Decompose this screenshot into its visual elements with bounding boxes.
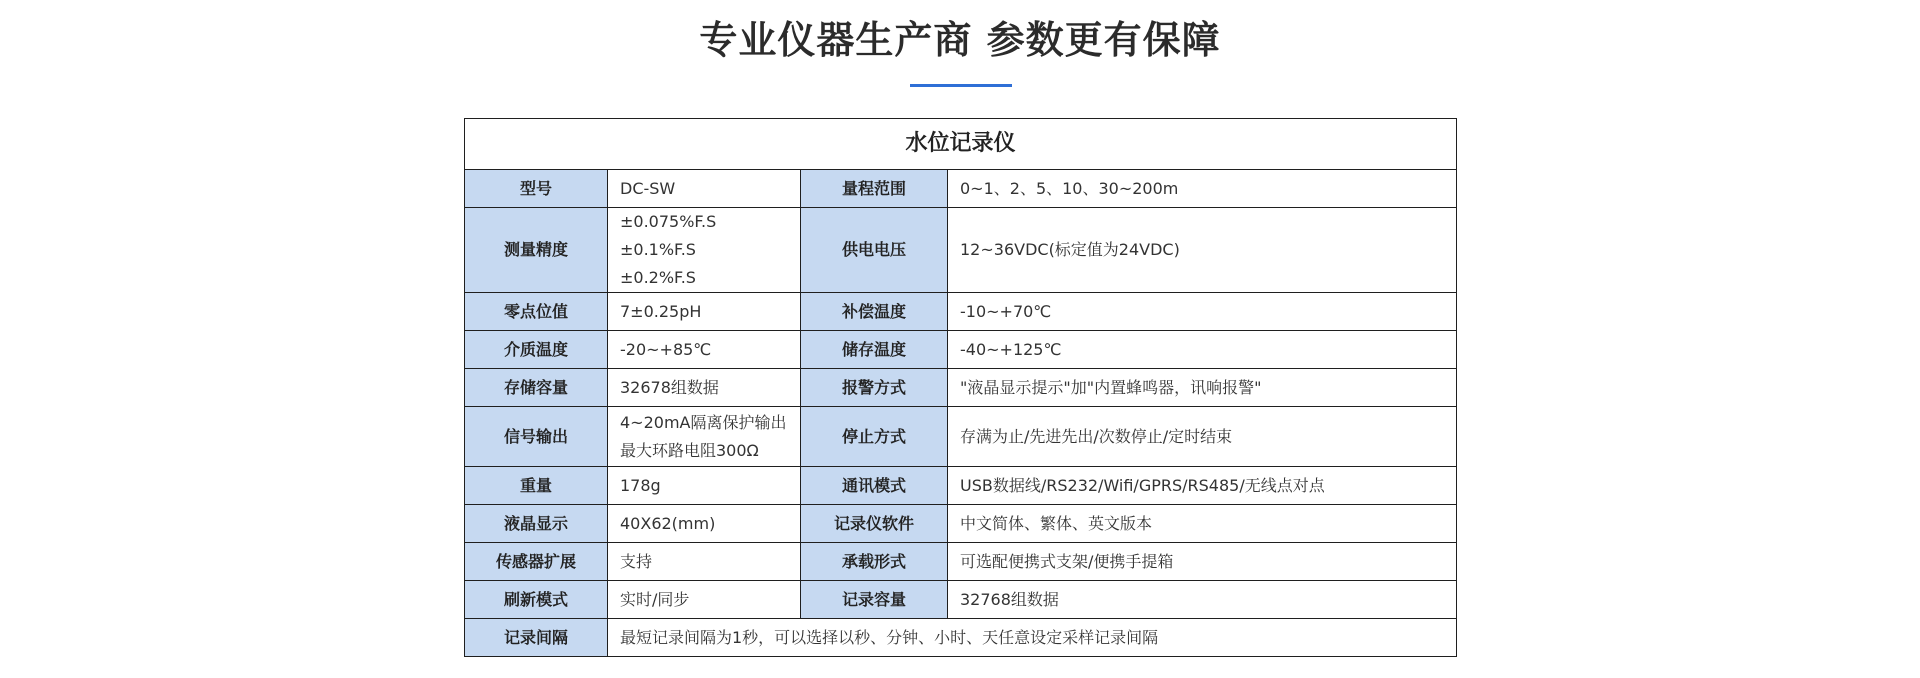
spec-value [608, 208, 801, 293]
table-row [465, 505, 1457, 543]
spec-value-line: 存满为止/先进先出/次数停止/定时结束 [960, 426, 1233, 446]
table-row [465, 543, 1457, 581]
spec-value [608, 170, 801, 208]
spec-value-line: 实时/同步 [620, 589, 690, 609]
spec-value [608, 505, 801, 543]
spec-value-line: 最大环路电阻300Ω [620, 440, 759, 460]
spec-label: 储存温度 [801, 331, 948, 369]
spec-value-line: 12~36VDC(标定值为24VDC) [960, 240, 1180, 259]
spec-value [948, 369, 1457, 407]
spec-value-line: 32678组数据 [620, 377, 719, 397]
spec-value-line: ±0.2%F.S [620, 268, 696, 287]
spec-label: 量程范围 [801, 170, 948, 208]
spec-value [948, 543, 1457, 581]
spec-value [608, 369, 801, 407]
table-row [465, 208, 1457, 293]
spec-label: 记录间隔 [465, 619, 608, 657]
spec-label: 通讯模式 [801, 467, 948, 505]
page-heading: 专业仪器生产商 参数更有保障 [699, 18, 1221, 62]
spec-label: 零点位值 [465, 293, 608, 331]
spec-value-line: -40~+125℃ [960, 339, 1062, 359]
spec-value-line: ±0.075%F.S ±0.1%F.S [620, 212, 717, 259]
table-row [465, 407, 1457, 467]
spec-value-line: 4~20mA隔离保护输出 [620, 412, 787, 432]
spec-value-line: 中文简体、繁体、英文版本 [960, 513, 1153, 533]
spec-value: 最短记录间隔为1秒，可以选择以秒、分钟、小时、天任意设定采样记录间隔 [608, 619, 1457, 657]
spec-value [948, 331, 1457, 369]
spec-label: 承载形式 [801, 543, 948, 581]
table-row [465, 467, 1457, 505]
table-row [465, 369, 1457, 407]
table-row [465, 293, 1457, 331]
spec-value [948, 170, 1457, 208]
spec-value [948, 208, 1457, 293]
spec-value-line: 7±0.25pH [620, 301, 702, 321]
spec-value-line: DC-SW [620, 178, 676, 198]
spec-value-line: USB数据线/RS232/Wifi/GPRS/RS485/无线点对点 [960, 475, 1325, 495]
spec-label: 刷新模式 [465, 581, 608, 619]
spec-label: 传感器扩展 [465, 543, 608, 581]
spec-value [948, 581, 1457, 619]
table-row [465, 581, 1457, 619]
spec-table-body [465, 170, 1457, 657]
spec-label: 介质温度 [465, 331, 608, 369]
spec-value-line: 支持 [620, 551, 653, 571]
spec-value [608, 581, 801, 619]
spec-label: 测量精度 [465, 208, 608, 293]
spec-label: 型号 [465, 170, 608, 208]
spec-value-line: 40X62(mm) [620, 513, 716, 533]
spec-label: 信号输出 [465, 407, 608, 467]
table-title: 水位记录仪 [465, 119, 1457, 170]
spec-value-line: "液晶显示提示"加"内置蜂鸣器，讯响报警" [960, 377, 1262, 397]
spec-value [948, 505, 1457, 543]
spec-label: 供电电压 [801, 208, 948, 293]
spec-label: 补偿温度 [801, 293, 948, 331]
table-row [465, 331, 1457, 369]
spec-value [608, 407, 801, 467]
spec-value [948, 293, 1457, 331]
spec-label: 记录仪软件 [801, 505, 948, 543]
spec-value [608, 543, 801, 581]
table-row [465, 619, 1457, 657]
spec-value-line: -20~+85℃ [620, 339, 712, 359]
spec-value-line: 178g [620, 475, 661, 495]
spec-label: 报警方式 [801, 369, 948, 407]
spec-value [948, 467, 1457, 505]
spec-label: 存储容量 [465, 369, 608, 407]
spec-value-line: 0~1、2、5、10、30~200m [960, 178, 1179, 198]
spec-value [608, 331, 801, 369]
spec-value [608, 467, 801, 505]
spec-table [464, 118, 1457, 657]
heading-underline [910, 84, 1012, 87]
table-row [465, 170, 1457, 208]
spec-label: 重量 [465, 467, 608, 505]
spec-value-line: 可选配便携式支架/便携手提箱 [960, 551, 1174, 571]
spec-label: 停止方式 [801, 407, 948, 467]
spec-value-line: -10~+70℃ [960, 301, 1052, 321]
spec-value [948, 407, 1457, 467]
spec-label: 记录容量 [801, 581, 948, 619]
spec-value-line: 32768组数据 [960, 589, 1059, 609]
spec-label: 液晶显示 [465, 505, 608, 543]
spec-value [608, 293, 801, 331]
